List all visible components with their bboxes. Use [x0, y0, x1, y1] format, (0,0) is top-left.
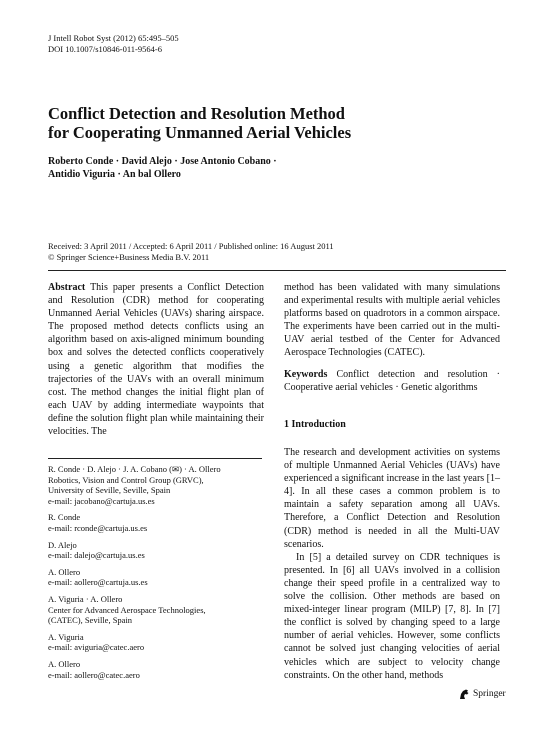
section-heading: 1 Introduction — [284, 419, 346, 430]
affiliation-block: A. Ollero e-mail: aollero@cartuja.us.es — [48, 566, 148, 588]
abstract-continuation: method has been validated with many simulations and experimental results with multiple aerial vehicles platforms based on quadrotors in a common airspace. The experiments have been carried out in the multi-UAV aerial testbed of the Center for Advanced Aerospace Technologies (CATEC). — [284, 282, 500, 359]
abstract-text: This paper presents a Conflict Detection and Resolution (CDR) method for cooperating Unmanned Aerial Vehicles (UAVs) sharing airspace. The proposed method detects conflicts using an algorithm based on axis-aligned minimum bounding box and solves the detected conflicts cooperatively using a genetic algorithm that modifies the trajectories of the UAVs with an overall minimum cost. The method changes the initial flight plan of each UAV by adding intermediate waypoints that define the solution flight plan while maintaining their velocities. The — [48, 282, 264, 438]
publisher-name: Springer — [473, 689, 506, 699]
header-divider — [48, 270, 506, 271]
copyright-line: © Springer Science+Business Media B.V. 2011 — [48, 252, 210, 262]
affiliations — [48, 464, 278, 686]
author-list — [48, 155, 368, 181]
doi[interactable]: DOI 10.1007/s10846-011-9564-6 — [48, 44, 162, 54]
publisher-logo — [458, 688, 506, 700]
abstract-label: Abstract — [48, 282, 86, 293]
authors-line-1: Roberto Conde · David Alejo · Jose Antonio Cobano · — [48, 156, 277, 167]
affiliation-block: A. Viguria e-mail: aviguria@catec.aero — [48, 631, 145, 653]
authors-line-2: Antidio Viguria · An bal Ollero — [48, 169, 181, 180]
keywords-label: Keywords — [284, 369, 328, 380]
intro-paragraph-1: The research and development activities on systems of multiple Unmanned Aerial Vehicles (UAVs) have experienced a significant increase in the last years [1–4]. In all these cases a common problem is to maintain a safety separation among all UAVs. Therefore, a Conflict Detection and Resolution (CDR) method is needed in all the Multi-UAV scenarios. — [284, 447, 501, 550]
publication-dates — [48, 241, 508, 263]
intro-paragraph-2: In [5] a detailed survey on CDR techniques is presented. In [6] all UAVs involved in a collision change their speed profile in a centralized way to solve the collision. Other methods are based on mixed-integer linear program (MILP) [7, 8]. In [7] the conflict is solved by changing speed to a large number of aerial vehicles. However, some conflicts cannot be solved just changing velocities of aerial vehicles which are subject to velocity change constraints. On the other hand, methods — [284, 551, 500, 681]
footnote-divider — [48, 458, 262, 459]
affiliation-block: R. Conde e-mail: rconde@cartuja.us.es — [48, 512, 148, 533]
abstract-continued — [284, 281, 500, 360]
journal-header — [48, 33, 179, 55]
affiliation-block: A. Viguria · A. Ollero Center for Advanced Aerospace Technologies, (CATEC), Seville, Spain — [48, 593, 206, 626]
title-line-2: for Cooperating Unmanned Aerial Vehicles — [48, 123, 352, 142]
abstract — [48, 281, 264, 438]
affiliation-block: A. Ollero e-mail: aollero@catec.aero — [48, 658, 140, 680]
springer-horse-icon — [458, 688, 470, 700]
dates-line: Received: 3 April 2011 / Accepted: 6 April 2011 / Published online: 16 August 2011 — [48, 241, 334, 251]
keywords-text: Conflict detection and resolution · Cooperative aerial vehicles · Genetic algorithms — [284, 369, 500, 394]
keywords — [284, 368, 500, 394]
title-line-1: Conflict Detection and Resolution Method — [48, 104, 345, 123]
introduction-body — [284, 446, 500, 682]
affiliation-block: R. Conde · D. Alejo · J. A. Cobano (✉) · A. Ollero Robotics, Vision and Control Group (GRVC), University of Seville, Seville, Spain e-mail: jacobano@cartuja.us.es — [48, 464, 221, 506]
paper-title — [48, 104, 408, 142]
journal-citation: J Intell Robot Syst (2012) 65:495–505 — [48, 33, 179, 43]
affiliation-block: D. Alejo e-mail: dalejo@cartuja.us.es — [48, 539, 145, 561]
